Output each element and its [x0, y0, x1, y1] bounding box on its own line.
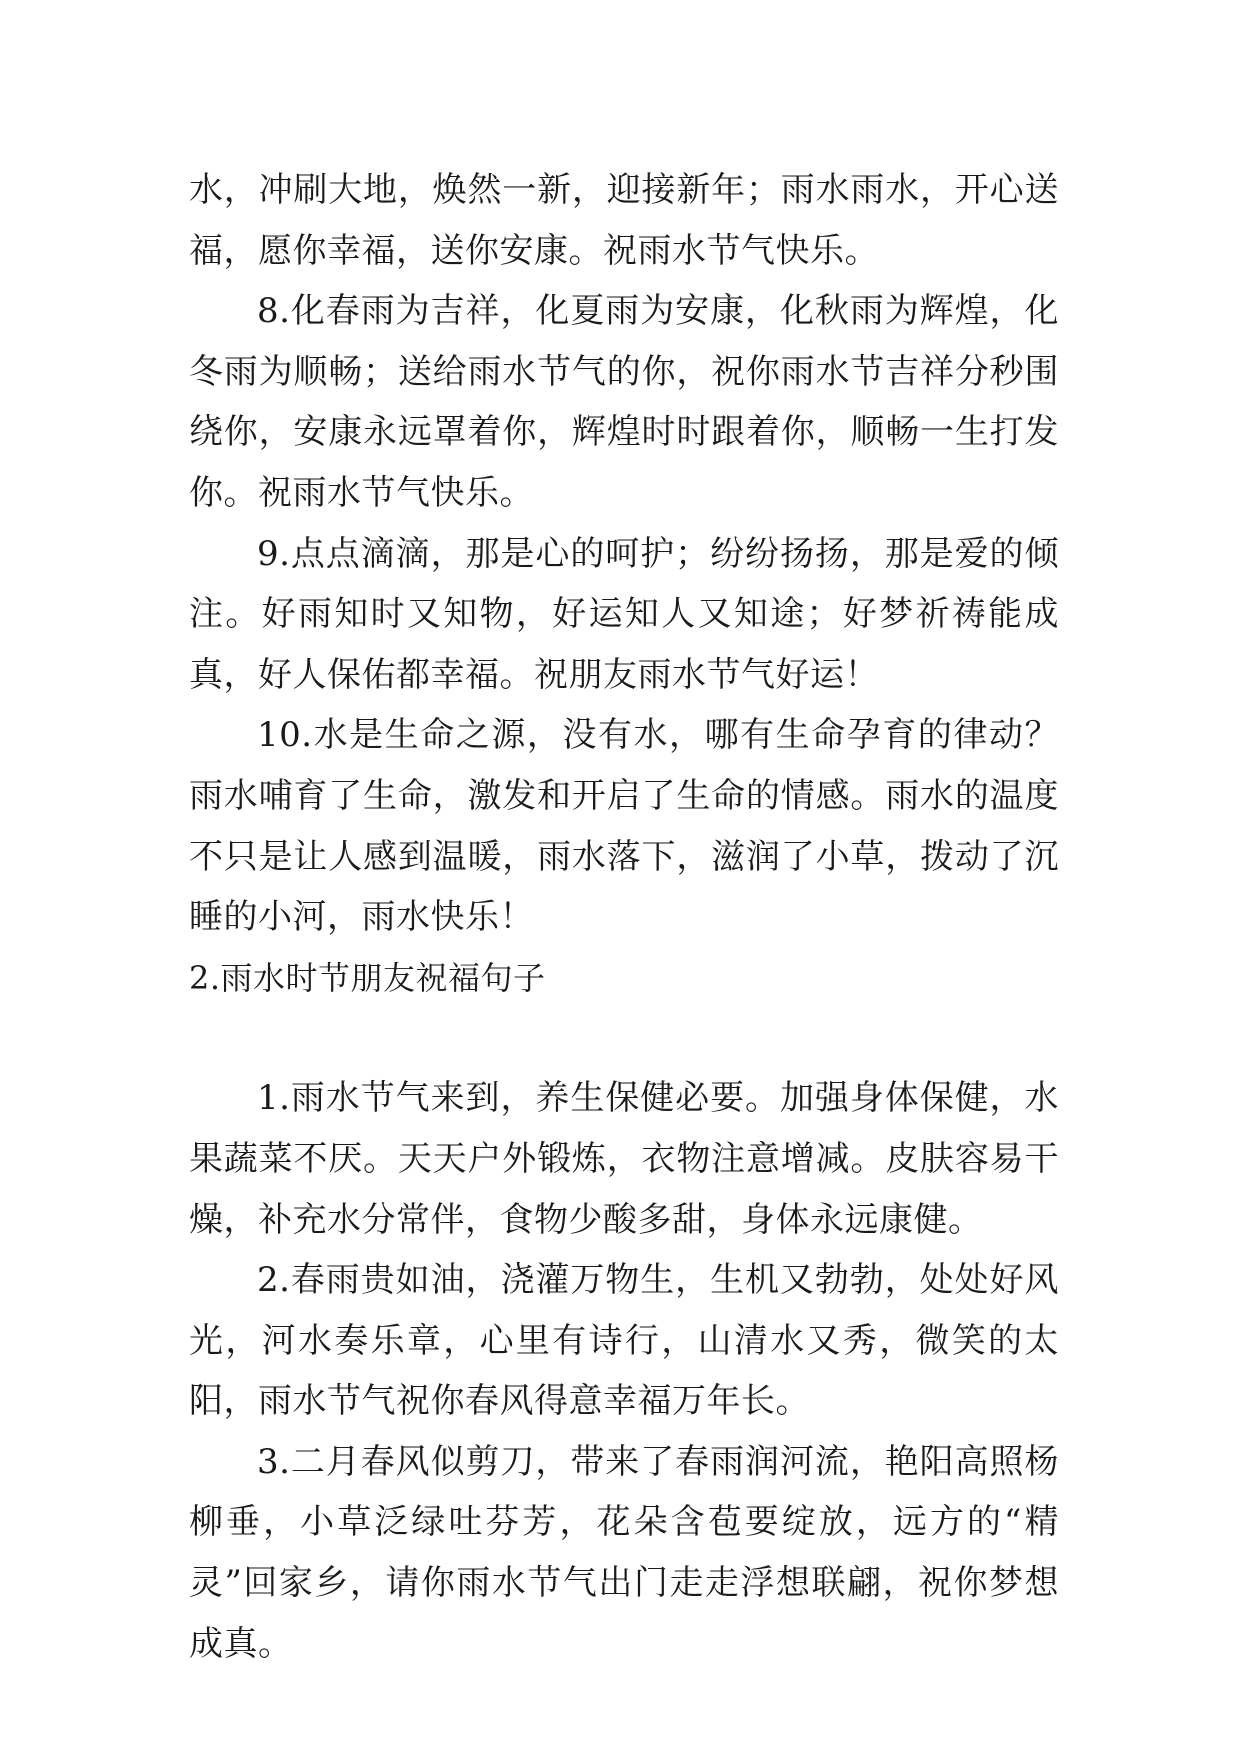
- paragraph-item-8: 8.化春雨为吉祥，化夏雨为安康，化秋雨为辉煌，化冬雨为顺畅；送给雨水节气的你，祝你雨水节吉祥分秒围绕你，安康永远罩着你，辉煌时时跟着你，顺畅一生打发你。祝雨水节气快乐。: [189, 291, 1059, 513]
- document-body: [189, 160, 1059, 1674]
- paragraph-item-9: 9.点点滴滴，那是心的呵护；纷纷扬扬，那是爱的倾注。好雨知时又知物，好运知人又知途；好梦祈祷能成真，好人保佑都幸福。祝朋友雨水节气好运！: [189, 533, 1059, 695]
- paragraph-item-2: 2.春雨贵如油，浇灌万物生，生机又勃勃，处处好风光，河水奏乐章，心里有诗行，山清水又秀，微笑的太阳，雨水节气祝你春风得意幸福万年长。: [189, 1260, 1059, 1422]
- paragraph-item-10: 10.水是生命之源，没有水，哪有生命孕育的律动？雨水哺育了生命，激发和开启了生命的情感。雨水的温度不只是让人感到温暖，雨水落下，滋润了小草，拨动了沉睡的小河，雨水快乐！: [189, 715, 1059, 938]
- paragraph-continuation: 水，冲刷大地，焕然一新，迎接新年；雨水雨水，开心送福，愿你幸福，送你安康。祝雨水节气快乐。: [189, 170, 1059, 271]
- section-heading: 2.雨水时节朋友祝福句子: [189, 958, 546, 997]
- paragraph-item-3: 3.二月春风似剪刀，带来了春雨润河流，艳阳高照杨柳垂，小草泛绿吐芬芳，花朵含苞要绽放，远方的“精灵”回家乡，请你雨水节气出门走走浮想联翩，祝你梦想成真。: [189, 1441, 1059, 1664]
- paragraph-item-1: 1.雨水节气来到，养生保健必要。加强身体保健，水果蔬菜不厌。天天户外锻炼，衣物注意增减。皮肤容易干燥，补充水分常伴，食物少酸多甜，身体永远康健。: [189, 1078, 1059, 1240]
